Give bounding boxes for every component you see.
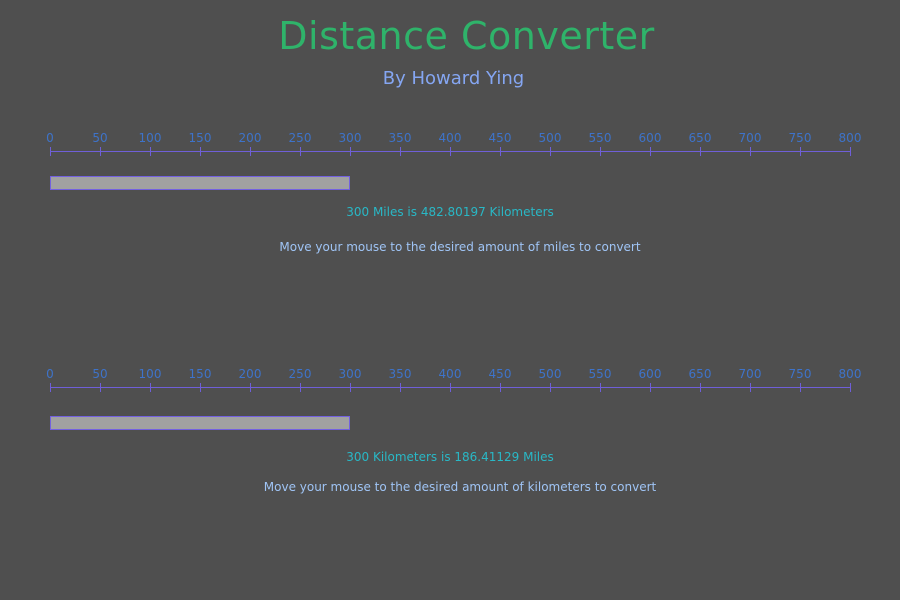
miles-result-text: 300 Miles is 482.80197 Kilometers — [346, 205, 554, 219]
miles-scale-label: 500 — [538, 131, 562, 145]
kilometers-scale-tick — [750, 383, 751, 392]
miles-scale-tick — [150, 147, 151, 156]
kilometers-scale-label: 150 — [188, 367, 212, 381]
miles-scale-tick — [350, 147, 351, 156]
miles-scale-label: 600 — [638, 131, 662, 145]
kilometers-scale-label: 200 — [238, 367, 262, 381]
kilometers-scale-label: 750 — [788, 367, 812, 381]
kilometers-scale-tick — [50, 383, 51, 392]
kilometers-scale-label: 0 — [46, 367, 54, 381]
miles-scale-label: 350 — [388, 131, 412, 145]
kilometers-scale-label: 700 — [738, 367, 762, 381]
kilometers-scale-tick — [400, 383, 401, 392]
author-subtitle: By Howard Ying — [382, 68, 525, 89]
miles-scale-tick — [750, 147, 751, 156]
miles-scale-label: 300 — [338, 131, 362, 145]
miles-scale-label: 250 — [288, 131, 312, 145]
miles-scale-label: 0 — [46, 131, 54, 145]
kilometers-scale-tick — [450, 383, 451, 392]
kilometers-scale-tick — [100, 383, 101, 392]
kilometers-scale-label: 400 — [438, 367, 462, 381]
miles-scale-tick — [300, 147, 301, 156]
kilometers-instruction-text: Move your mouse to the desired amount of kilometers to convert — [263, 480, 657, 494]
miles-scale-label: 700 — [738, 131, 762, 145]
kilometers-scale-tick — [500, 383, 501, 392]
kilometers-scale-tick — [150, 383, 151, 392]
kilometers-scale-tick — [600, 383, 601, 392]
kilometers-scale-label: 350 — [388, 367, 412, 381]
miles-scale-tick — [100, 147, 101, 156]
miles-scale-tick — [400, 147, 401, 156]
kilometers-scale-label: 450 — [488, 367, 512, 381]
kilometers-scale-label: 100 — [138, 367, 162, 381]
kilometers-scale-tick — [200, 383, 201, 392]
kilometers-scale-label: 300 — [338, 367, 362, 381]
kilometers-scale-tick — [800, 383, 801, 392]
miles-scale-tick — [500, 147, 501, 156]
kilometers-scale-label: 550 — [588, 367, 612, 381]
miles-scale-tick — [550, 147, 551, 156]
miles-scale-label: 100 — [138, 131, 162, 145]
miles-slider-bar[interactable] — [50, 176, 350, 190]
miles-scale-label: 400 — [438, 131, 462, 145]
kilometers-scale-label: 500 — [538, 367, 562, 381]
kilometers-scale-label: 650 — [688, 367, 712, 381]
kilometers-scale-tick — [650, 383, 651, 392]
kilometers-slider-bar[interactable] — [50, 416, 350, 430]
kilometers-scale-tick — [700, 383, 701, 392]
kilometers-scale-tick — [250, 383, 251, 392]
kilometers-scale-tick — [300, 383, 301, 392]
miles-scale-label: 200 — [238, 131, 262, 145]
kilometers-scale[interactable] — [0, 367, 900, 397]
miles-scale-tick — [600, 147, 601, 156]
miles-scale-tick — [450, 147, 451, 156]
kilometers-scale-tick — [550, 383, 551, 392]
kilometers-scale-label: 250 — [288, 367, 312, 381]
miles-scale-tick — [800, 147, 801, 156]
miles-scale-tick — [650, 147, 651, 156]
miles-scale-label: 150 — [188, 131, 212, 145]
kilometers-scale-label: 800 — [838, 367, 862, 381]
miles-scale-label: 550 — [588, 131, 612, 145]
miles-scale-tick — [700, 147, 701, 156]
kilometers-scale-tick — [850, 383, 851, 392]
miles-scale-label: 650 — [688, 131, 712, 145]
kilometers-scale-label: 50 — [92, 367, 108, 381]
miles-scale-tick — [250, 147, 251, 156]
miles-scale-tick — [850, 147, 851, 156]
kilometers-result-text: 300 Kilometers is 186.41129 Miles — [346, 450, 554, 464]
miles-scale-tick — [200, 147, 201, 156]
miles-scale[interactable] — [0, 131, 900, 161]
miles-scale-label: 50 — [92, 131, 108, 145]
kilometers-scale-tick — [350, 383, 351, 392]
miles-scale-label: 750 — [788, 131, 812, 145]
miles-scale-tick — [50, 147, 51, 156]
miles-scale-label: 800 — [838, 131, 862, 145]
miles-instruction-text: Move your mouse to the desired amount of miles to convert — [279, 240, 641, 254]
kilometers-scale-label: 600 — [638, 367, 662, 381]
app-title: Distance Converter — [278, 14, 655, 58]
miles-scale-label: 450 — [488, 131, 512, 145]
